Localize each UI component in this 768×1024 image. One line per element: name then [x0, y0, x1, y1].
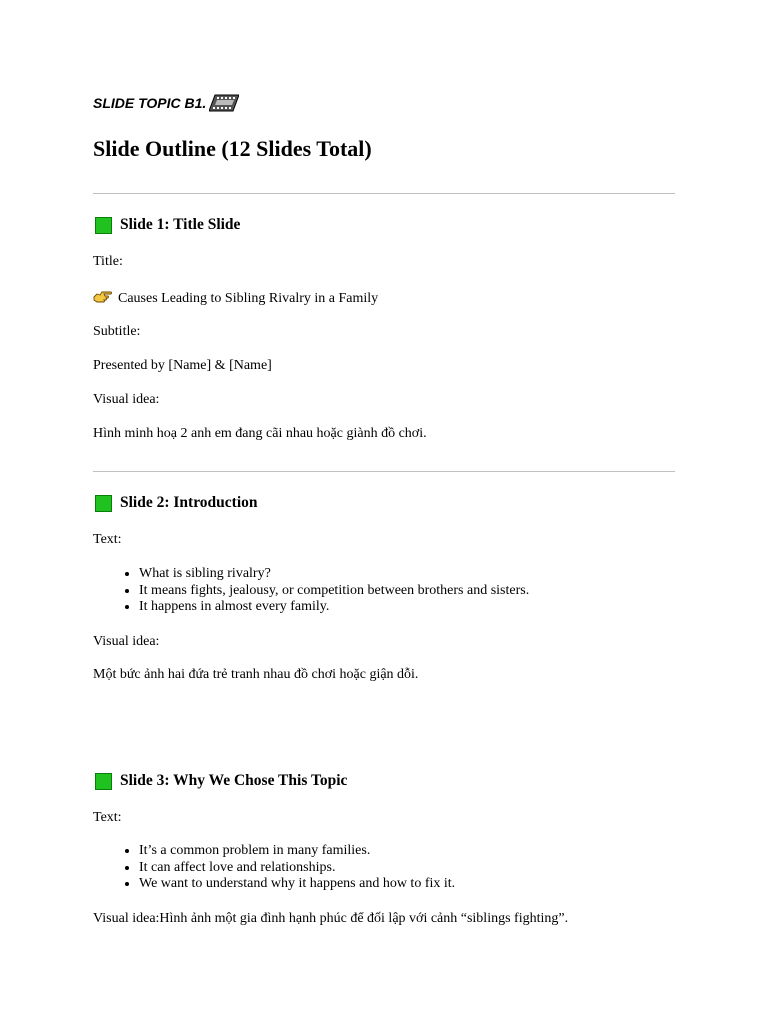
slide-3-bullet-list [93, 843, 455, 893]
slide-2-text-label: Text: [93, 532, 122, 547]
pointing-hand-icon [93, 290, 113, 304]
slide-topic-label [93, 94, 239, 112]
slide-2-visual-text: Một bức ảnh hai đứa trẻ tranh nhau đồ chơi hoặc giận dỗi. [93, 667, 419, 682]
film-strip-icon [209, 94, 239, 112]
list-item: • We want to understand why it happens and how to fix it. [139, 876, 455, 893]
divider [93, 471, 675, 472]
list-item: • It means fights, jealousy, or competition between brothers and sisters. [139, 583, 529, 600]
slide-3-heading [95, 772, 347, 790]
slide-1-subtitle-text: Presented by [Name] & [Name] [93, 358, 272, 373]
green-square-icon [95, 773, 112, 790]
list-item: • It happens in almost every family. [139, 599, 529, 616]
slide-2-heading-text: Slide 2: Introduction [120, 494, 258, 511]
list-item: • It’s a common problem in many families. [139, 843, 455, 860]
slide-1-title-label: Title: [93, 254, 123, 269]
slide-1-subtitle-label: Subtitle: [93, 324, 141, 339]
list-item: • What is sibling rivalry? [139, 566, 529, 583]
slide-3-text-label: Text: [93, 810, 122, 825]
slide-1-title-text: Causes Leading to Sibling Rivalry in a Family [118, 291, 379, 306]
slide-2-visual-label: Visual idea: [93, 634, 160, 649]
slide-2-bullet-list [93, 566, 529, 616]
slide-1-heading-text: Slide 1: Title Slide [120, 216, 241, 233]
slide-3-heading-text: Slide 3: Why We Chose This Topic [120, 772, 348, 789]
slide-1-heading [95, 216, 240, 234]
slide-topic-text: SLIDE TOPIC B1. [93, 95, 207, 111]
page-title: Slide Outline (12 Slides Total) [93, 136, 372, 161]
slide-1-visual-text: Hình minh hoạ 2 anh em đang cãi nhau hoặc giành đồ chơi. [93, 426, 427, 441]
divider [93, 193, 675, 194]
green-square-icon [95, 217, 112, 234]
green-square-icon [95, 495, 112, 512]
slide-2-heading [95, 494, 258, 512]
list-item: • It can affect love and relationships. [139, 860, 455, 877]
slide-1-visual-label: Visual idea: [93, 392, 160, 407]
slide-3-visual-text: Visual idea:Hình ảnh một gia đình hạnh phúc để đối lập với cảnh “siblings fighting”. [93, 911, 569, 926]
slide-1-title-line [93, 290, 378, 307]
